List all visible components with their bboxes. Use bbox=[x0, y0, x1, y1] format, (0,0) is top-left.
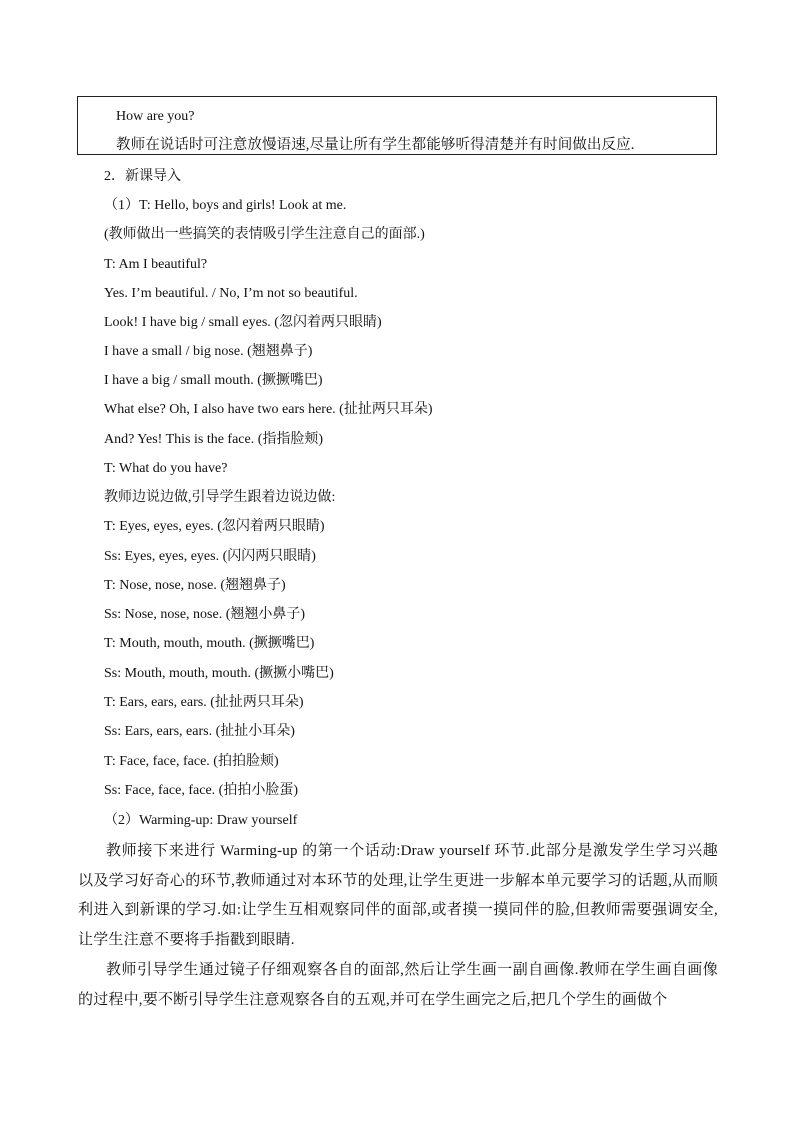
dialogue-line: Ss: Nose, nose, nose. (翘翘小鼻子) bbox=[104, 607, 306, 622]
dialogue-line: T: What do you have? bbox=[104, 461, 228, 476]
dialogue-line: 教师边说边做,引导学生跟着边说边做: bbox=[104, 490, 336, 505]
dialogue-line: T: Am I beautiful? bbox=[104, 257, 208, 272]
dialogue-line: What else? Oh, I also have two ears here. (扯扯两只耳朵) bbox=[104, 402, 433, 417]
subsection-1-title: （1）T: Hello, boys and girls! Look at me. bbox=[104, 198, 347, 213]
dialogue-line: Ss: Eyes, eyes, eyes. (闪闪两只眼睛) bbox=[104, 549, 316, 564]
dialogue-line: (教师做出一些搞笑的表情吸引学生注意自己的面部.) bbox=[104, 227, 425, 242]
dialogue-line: T: Nose, nose, nose. (翘翘鼻子) bbox=[104, 578, 286, 593]
section-heading: 2．新课导入 bbox=[104, 169, 181, 184]
dialogue-line: T: Face, face, face. (拍拍脸颊) bbox=[104, 754, 279, 769]
body-paragraph: 教师接下来进行 Warming-up 的第一个话动:Draw yourself 环节.此部分是激发学生学习兴趣以及学习好奇心的环节,教师通过对本环节的处理,让学生更进一步解本单元要学习的话题,从而顺利进入到新课的学习.如:让学生互相观察同伴的面部,或者摸一摸同伴的脸,但教师需要强调安全,让学生注意不要将手指戳到眼睛. bbox=[78, 843, 718, 948]
dialogue-line: Ss: Mouth, mouth, mouth. (撅撅小嘴巴) bbox=[104, 666, 334, 681]
dialogue-line: T: Ears, ears, ears. (扯扯两只耳朵) bbox=[104, 695, 304, 710]
dialogue-line: I have a big / small mouth. (撅撅嘴巴) bbox=[104, 373, 323, 388]
dialogue-line: And? Yes! This is the face. (指指脸颊) bbox=[104, 432, 324, 447]
subsection-2-title: （2）Warming-up: Draw yourself bbox=[104, 813, 298, 828]
box-line-teacher-note: 教师在说话时可注意放慢语速,尽量让所有学生都能够听得清楚并有时间做出反应. bbox=[116, 137, 635, 153]
dialogue-line: Look! I have big / small eyes. (忽闪着两只眼睛) bbox=[104, 315, 382, 330]
dialogue-line: Yes. I’m beautiful. / No, I’m not so beautiful. bbox=[104, 286, 358, 301]
dialogue-line: Ss: Face, face, face. (拍拍小脸蛋) bbox=[104, 783, 298, 798]
dialogue-line: T: Eyes, eyes, eyes. (忽闪着两只眼睛) bbox=[104, 519, 325, 534]
dialogue-line: Ss: Ears, ears, ears. (扯扯小耳朵) bbox=[104, 724, 295, 739]
dialogue-line: T: Mouth, mouth, mouth. (撅撅嘴巴) bbox=[104, 636, 315, 651]
body-paragraph: 教师引导学生通过镜子仔细观察各自的面部,然后让学生画一副自画像.教师在学生画自画像的过程中,要不断引导学生注意观察各自的五观,并可在学生画完之后,把几个学生的画做个 bbox=[78, 962, 718, 1008]
bordered-text-box bbox=[77, 96, 717, 155]
dialogue-line: I have a small / big nose. (翘翘鼻子) bbox=[104, 344, 313, 359]
box-line-greeting: How are you? bbox=[116, 109, 195, 124]
